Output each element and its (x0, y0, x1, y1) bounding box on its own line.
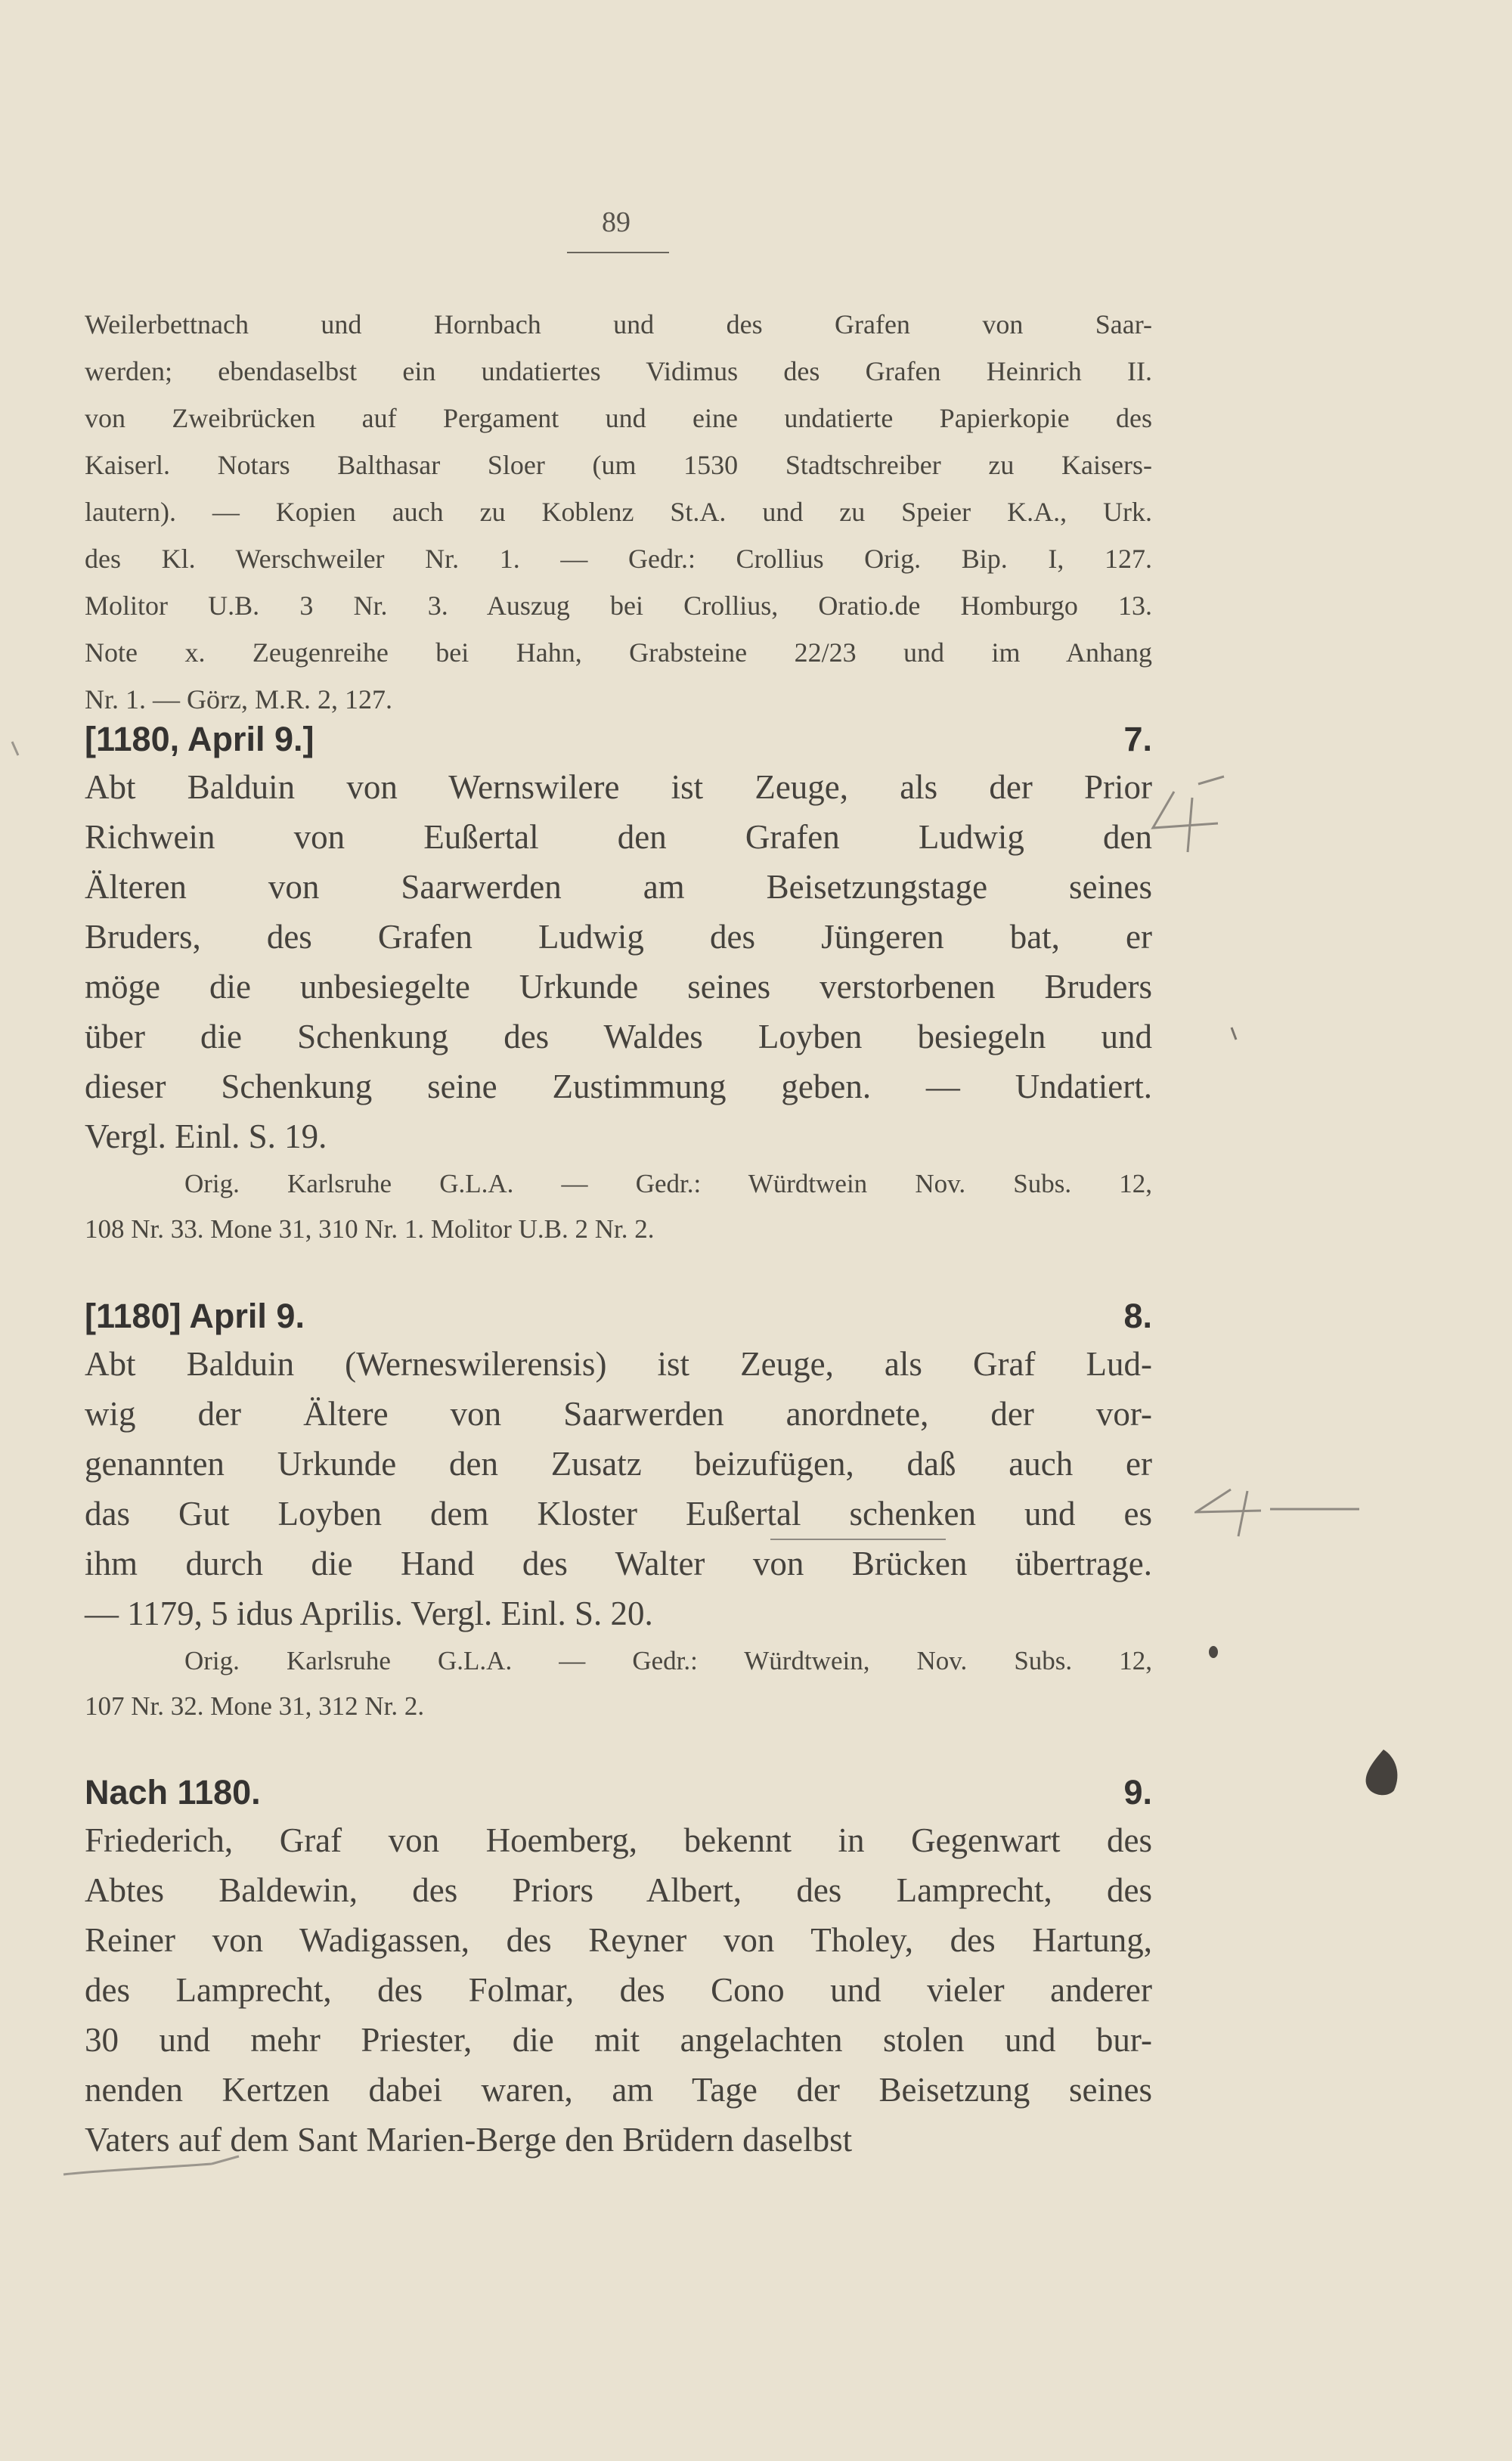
prelude-line: werden; ebendaselbst ein undatiertes Vidimus des Grafen Heinrich II. (85, 356, 1152, 386)
ink-dot-mark (1206, 1641, 1221, 1663)
pencil-tick-mark (1228, 1024, 1239, 1043)
entry-date: [1180] April 9. (85, 1297, 305, 1335)
entry-number: 7. (1123, 720, 1152, 758)
pencil-margin-mark-entry-8 (1194, 1482, 1361, 1542)
prelude-line: Molitor U.B. 3 Nr. 3. Auszug bei Crollius, Oratio.de Homburgo 13. (85, 590, 1152, 621)
prelude-line: von Zweibrücken auf Pergament und eine undatierte Papierkopie des (85, 403, 1152, 433)
entry-line: Älteren von Saarwerden am Beisetzungstage seines (85, 868, 1152, 906)
pencil-underline-mark (60, 2153, 242, 2184)
entry-line: dieser Schenkung seine Zustimmung geben. — Undatiert. (85, 1068, 1152, 1105)
entry-heading (85, 1289, 1152, 1339)
entry-line: Friederich, Graf von Hoemberg, bekennt in Gegenwart des (85, 1821, 1152, 1859)
ink-blot-mark (1361, 1747, 1406, 1799)
pencil-margin-mark-entry-7 (1145, 775, 1228, 858)
entry-note-line: 108 Nr. 33. Mone 31, 310 Nr. 1. Molitor U.B. 2 Nr. 2. (85, 1214, 655, 1244)
entry-9 (85, 1765, 1152, 2165)
entry-number: 9. (1123, 1773, 1152, 1812)
prelude-line: Kaiserl. Notars Balthasar Sloer (um 1530 Stadtschreiber zu Kaisers- (85, 450, 1152, 480)
entry-line: des Lamprecht, des Folmar, des Cono und vieler anderer (85, 1971, 1152, 2009)
entry-line: möge die unbesiegelte Urkunde seines verstorbenen Bruders (85, 968, 1152, 1006)
entry-line: über die Schenkung des Waldes Loyben besiegeln und (85, 1018, 1152, 1055)
entry-number: 8. (1123, 1297, 1152, 1335)
pencil-margin-tick (8, 737, 23, 760)
entry-line: wig der Ältere von Saarwerden anordnete, der vor- (85, 1395, 1152, 1433)
page-number-rule (567, 252, 669, 253)
prelude-line: des Kl. Werschweiler Nr. 1. — Gedr.: Crollius Orig. Bip. I, 127. (85, 544, 1152, 574)
pencil-overline-mark (767, 1535, 949, 1545)
entry-line: — 1179, 5 idus Aprilis. Vergl. Einl. S. 20. (85, 1595, 653, 1632)
page-number: 89 (602, 206, 631, 238)
entry-line: Reiner von Wadigassen, des Reyner von Tholey, des Hartung, (85, 1921, 1152, 1959)
entry-line: ihm durch die Hand des Walter von Brücken übertrage. (85, 1545, 1152, 1582)
entry-7 (85, 712, 1152, 1252)
entry-line: Vergl. Einl. S. 19. (85, 1117, 327, 1155)
entry-line: Abt Balduin von Wernswilere ist Zeuge, als der Prior (85, 768, 1152, 806)
entry-note-line: 107 Nr. 32. Mone 31, 312 Nr. 2. (85, 1691, 425, 1721)
entry-note-line: Orig. Karlsruhe G.L.A. — Gedr.: Würdtwein, Nov. Subs. 12, (184, 1646, 1152, 1675)
entry-line: 30 und mehr Priester, die mit angelachten stolen und bur- (85, 2021, 1152, 2059)
entry-line: Abtes Baldewin, des Priors Albert, des Lamprecht, des (85, 1871, 1152, 1909)
prelude-line: Note x. Zeugenreihe bei Hahn, Grabsteine 22/23 und im Anhang (85, 637, 1152, 668)
entry-note-line: Orig. Karlsruhe G.L.A. — Gedr.: Würdtwein Nov. Subs. 12, (184, 1169, 1152, 1198)
entry-heading (85, 1765, 1152, 1815)
entry-line: Abt Balduin (Werneswilerensis) ist Zeuge, als Graf Lud- (85, 1345, 1152, 1383)
entry-line: Bruders, des Grafen Ludwig des Jüngeren bat, er (85, 918, 1152, 956)
entry-8 (85, 1289, 1152, 1729)
prelude-text (85, 301, 1152, 723)
prelude-line: lautern). — Kopien auch zu Koblenz St.A. und zu Speier K.A., Urk. (85, 497, 1152, 527)
prelude-line: Weilerbettnach und Hornbach und des Grafen von Saar- (85, 309, 1152, 339)
entry-line: nenden Kertzen dabei waren, am Tage der Beisetzung seines (85, 2071, 1152, 2109)
entry-line: Vaters auf dem Sant Marien-Berge den Brüdern daselbst (85, 2121, 853, 2159)
prelude-line: Nr. 1. — Görz, M.R. 2, 127. (85, 684, 392, 714)
entry-line: genannten Urkunde den Zusatz beizufügen, daß auch er (85, 1445, 1152, 1483)
entry-line: das Gut Loyben dem Kloster Eußertal schenken und es (85, 1495, 1152, 1533)
entry-line: Richwein von Eußertal den Grafen Ludwig den (85, 818, 1152, 856)
entry-date: [1180, April 9.] (85, 720, 314, 758)
entry-heading (85, 712, 1152, 762)
entry-date: Nach 1180. (85, 1773, 261, 1812)
